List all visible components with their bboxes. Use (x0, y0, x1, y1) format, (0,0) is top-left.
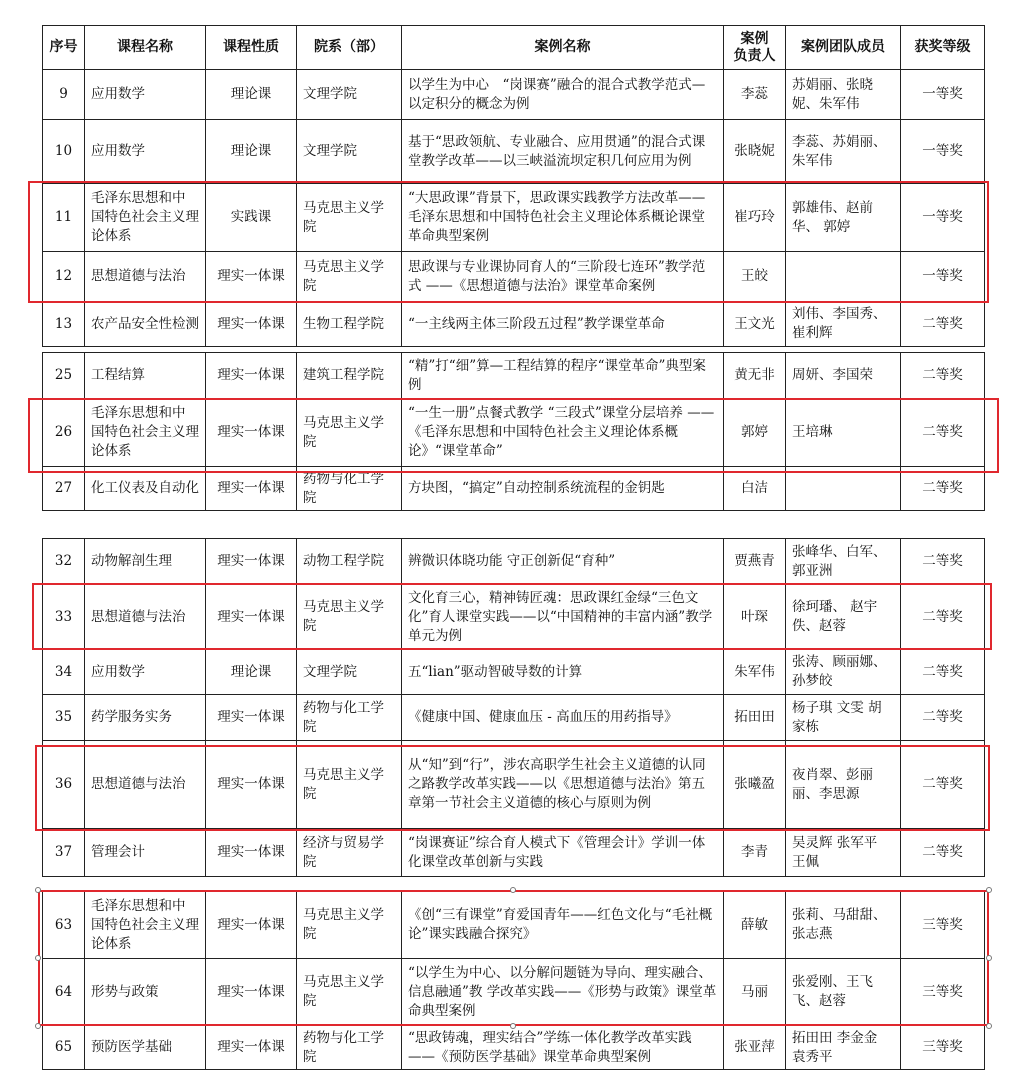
cell-serial: 37 (43, 829, 85, 877)
cell-case-lead: 拓田田 (724, 695, 786, 741)
cell-team-members (786, 467, 901, 511)
cell-serial: 63 (43, 892, 85, 959)
cell-team-members: 拓田田 李金金 袁秀平 (786, 1026, 901, 1070)
cell-case-name: 从“知”到“行”，涉农高职学生社会主义道德的认同之路教学改革实践——以《思想道德与法治》第五章第一节社会主义道德的核心与原则为例 (402, 741, 724, 829)
resize-handle-bottom-right[interactable] (986, 1023, 992, 1029)
cell-team-members: 周妍、李国荣 (786, 353, 901, 399)
cell-case-name: 基于“思政领航、专业融合、应用贯通”的混合式课堂教学改革——以三峡溢流坝定积几何应用为例 (402, 120, 724, 184)
cell-course-name: 形势与政策 (85, 959, 206, 1026)
cell-serial: 26 (43, 399, 85, 467)
table-row (43, 1026, 985, 1070)
cell-department: 马克思主义学院 (297, 585, 402, 650)
cell-department: 马克思主义学院 (297, 399, 402, 467)
table-row (43, 353, 985, 399)
cell-course-name: 动物解剖生理 (85, 539, 206, 585)
cell-case-lead: 崔巧玲 (724, 184, 786, 252)
cell-department: 动物工程学院 (297, 539, 402, 585)
table-row (43, 467, 985, 511)
cell-case-name: “大思政课”背景下，思政课实践教学方法改革——毛泽东思想和中国特色社会主义理论体系概论课堂革命典型案例 (402, 184, 724, 252)
cell-case-name: “岗课赛证”综合育人模式下《管理会计》学训一体化课堂改革创新与实践 (402, 829, 724, 877)
resize-handle-bottom-middle[interactable] (510, 1023, 516, 1029)
resize-handle-top-middle[interactable] (510, 887, 516, 893)
award-table-block-3 (42, 538, 985, 877)
cell-case-name: “以学生为中心、以分解问题链为导向、理实融合、信息融通”教 学改革实践——《形势与政策》课堂革命典型案例 (402, 959, 724, 1026)
award-table-block-2 (42, 352, 985, 511)
cell-course-type: 理实一体课 (206, 741, 297, 829)
cell-serial: 36 (43, 741, 85, 829)
cell-award-level: 二等奖 (901, 353, 985, 399)
cell-course-name: 管理会计 (85, 829, 206, 877)
cell-case-lead: 黄无非 (724, 353, 786, 399)
cell-course-type: 理实一体课 (206, 695, 297, 741)
cell-award-level: 一等奖 (901, 184, 985, 252)
cell-course-name: 化工仪表及自动化 (85, 467, 206, 511)
cell-course-name: 毛泽东思想和中 国特色社会主义理 论体系 (85, 184, 206, 252)
cell-team-members: 李蕊、苏娟丽、朱军伟 (786, 120, 901, 184)
cell-award-level: 二等奖 (901, 741, 985, 829)
cell-case-lead: 朱军伟 (724, 650, 786, 695)
table-row (43, 892, 985, 959)
cell-course-name: 应用数学 (85, 70, 206, 120)
cell-award-level: 二等奖 (901, 695, 985, 741)
cell-course-type: 理实一体课 (206, 959, 297, 1026)
cell-case-lead: 张亚萍 (724, 1026, 786, 1070)
cell-award-level: 三等奖 (901, 959, 985, 1026)
table-row (43, 741, 985, 829)
header-course-type: 课程性质 (206, 26, 297, 70)
cell-course-type: 理实一体课 (206, 585, 297, 650)
cell-award-level: 二等奖 (901, 302, 985, 347)
cell-case-name: 文化育三心，精神铸匠魂：思政课红金绿“三色文化”育人课堂实践——以“中国精神的丰富内涵”教学单元为例 (402, 585, 724, 650)
table-row (43, 650, 985, 695)
cell-award-level: 二等奖 (901, 399, 985, 467)
cell-department: 文理学院 (297, 650, 402, 695)
header-award-level: 获奖等级 (901, 26, 985, 70)
cell-case-name: “思政铸魂，理实结合”学练一体化教学改革实践 ——《预防医学基础》课堂革命典型案例 (402, 1026, 724, 1070)
resize-handle-top-right[interactable] (986, 887, 992, 893)
cell-department: 建筑工程学院 (297, 353, 402, 399)
cell-case-name: “精”打“细”算—工程结算的程序“课堂革命”典型案例 (402, 353, 724, 399)
cell-team-members: 张爱刚、王飞飞、赵蓉 (786, 959, 901, 1026)
cell-case-lead: 马丽 (724, 959, 786, 1026)
table-row (43, 585, 985, 650)
cell-course-name: 毛泽东思想和中 国特色社会主义理 论体系 (85, 399, 206, 467)
cell-case-name: “一生一册”点餐式教学 “三段式”课堂分层培养 ——《毛泽东思想和中国特色社会主义理论体系概论》“课堂革命” (402, 399, 724, 467)
cell-course-type: 理实一体课 (206, 1026, 297, 1070)
cell-serial: 25 (43, 353, 85, 399)
cell-serial: 32 (43, 539, 85, 585)
cell-case-lead: 李青 (724, 829, 786, 877)
table-row (43, 399, 985, 467)
cell-serial: 12 (43, 252, 85, 302)
resize-handle-bottom-left[interactable] (35, 1023, 41, 1029)
cell-award-level: 二等奖 (901, 467, 985, 511)
header-course-name: 课程名称 (85, 26, 206, 70)
cell-course-type: 理实一体课 (206, 829, 297, 877)
cell-team-members: 张涛、顾丽娜、孙梦皎 (786, 650, 901, 695)
cell-team-members (786, 252, 901, 302)
cell-award-level: 二等奖 (901, 585, 985, 650)
cell-case-name: 方块图，“搞定”自动控制系统流程的金钥匙 (402, 467, 724, 511)
cell-course-name: 预防医学基础 (85, 1026, 206, 1070)
cell-department: 经济与贸易学院 (297, 829, 402, 877)
table-row (43, 184, 985, 252)
table-row (43, 252, 985, 302)
cell-course-name: 应用数学 (85, 120, 206, 184)
cell-department: 马克思主义学院 (297, 892, 402, 959)
cell-serial: 65 (43, 1026, 85, 1070)
cell-department: 药物与化工学院 (297, 467, 402, 511)
cell-case-lead: 白洁 (724, 467, 786, 511)
table-row (43, 539, 985, 585)
cell-course-name: 工程结算 (85, 353, 206, 399)
cell-serial: 9 (43, 70, 85, 120)
cell-course-type: 理实一体课 (206, 252, 297, 302)
cell-team-members: 刘伟、李国秀、崔利辉 (786, 302, 901, 347)
cell-serial: 35 (43, 695, 85, 741)
award-table-block-4 (42, 891, 985, 1070)
cell-course-type: 理实一体课 (206, 467, 297, 511)
cell-case-lead: 王皎 (724, 252, 786, 302)
cell-serial: 11 (43, 184, 85, 252)
cell-case-lead: 叶琛 (724, 585, 786, 650)
cell-course-type: 理实一体课 (206, 353, 297, 399)
award-table-block-1 (42, 25, 985, 347)
cell-case-name: “一主线两主体三阶段五过程”教学课堂革命 (402, 302, 724, 347)
cell-case-name: 辨微识体晓功能 守正创新促“育种” (402, 539, 724, 585)
cell-team-members: 徐珂璠、 赵宇佚、赵蓉 (786, 585, 901, 650)
cell-course-name: 应用数学 (85, 650, 206, 695)
cell-serial: 13 (43, 302, 85, 347)
cell-award-level: 二等奖 (901, 539, 985, 585)
cell-case-lead: 郭婷 (724, 399, 786, 467)
cell-department: 马克思主义学院 (297, 741, 402, 829)
cell-case-lead: 李蕊 (724, 70, 786, 120)
cell-award-level: 二等奖 (901, 650, 985, 695)
cell-department: 文理学院 (297, 70, 402, 120)
cell-course-name: 思想道德与法治 (85, 252, 206, 302)
cell-department: 马克思主义学院 (297, 959, 402, 1026)
cell-course-type: 理论课 (206, 70, 297, 120)
cell-case-lead: 薛敏 (724, 892, 786, 959)
cell-case-lead: 张曦盈 (724, 741, 786, 829)
cell-course-name: 药学服务实务 (85, 695, 206, 741)
cell-course-type: 理实一体课 (206, 539, 297, 585)
cell-serial: 34 (43, 650, 85, 695)
cell-team-members: 杨子琪 文雯 胡家栋 (786, 695, 901, 741)
cell-team-members: 吴灵辉 张军平 王佩 (786, 829, 901, 877)
table-header-row (43, 26, 985, 70)
cell-course-name: 毛泽东思想和中 国特色社会主义理 论体系 (85, 892, 206, 959)
table-row (43, 695, 985, 741)
cell-serial: 27 (43, 467, 85, 511)
cell-course-type: 理论课 (206, 650, 297, 695)
cell-serial: 10 (43, 120, 85, 184)
header-case-name: 案例名称 (402, 26, 724, 70)
cell-course-type: 理实一体课 (206, 892, 297, 959)
cell-team-members: 夜肖翠、彭丽丽、李思源 (786, 741, 901, 829)
cell-course-name: 农产品安全性检测 (85, 302, 206, 347)
cell-course-type: 理实一体课 (206, 302, 297, 347)
header-case-lead: 案例 负责人 (724, 26, 786, 70)
table-row (43, 302, 985, 347)
cell-department: 文理学院 (297, 120, 402, 184)
cell-award-level: 三等奖 (901, 892, 985, 959)
cell-course-name: 思想道德与法治 (85, 741, 206, 829)
cell-team-members: 张莉、马甜甜、张志燕 (786, 892, 901, 959)
header-department: 院系（部） (297, 26, 402, 70)
cell-award-level: 一等奖 (901, 120, 985, 184)
resize-handle-middle-left[interactable] (35, 955, 41, 961)
cell-department: 药物与化工学院 (297, 695, 402, 741)
cell-department: 马克思主义学院 (297, 252, 402, 302)
cell-award-level: 二等奖 (901, 829, 985, 877)
cell-department: 马克思主义学院 (297, 184, 402, 252)
header-serial: 序号 (43, 26, 85, 70)
cell-award-level: 一等奖 (901, 252, 985, 302)
cell-case-name: 五“lian”驱动智破导数的计算 (402, 650, 724, 695)
cell-team-members: 张峰华、白军、郭亚洲 (786, 539, 901, 585)
cell-team-members: 苏娟丽、张晓妮、朱军伟 (786, 70, 901, 120)
cell-team-members: 王培琳 (786, 399, 901, 467)
cell-case-name: 思政课与专业课协同育人的“三阶段七连环”教学范式 ——《思想道德与法治》课堂革命案例 (402, 252, 724, 302)
cell-department: 药物与化工学院 (297, 1026, 402, 1070)
cell-case-lead: 贾燕青 (724, 539, 786, 585)
cell-serial: 33 (43, 585, 85, 650)
cell-course-type: 理实一体课 (206, 399, 297, 467)
resize-handle-top-left[interactable] (35, 887, 41, 893)
cell-award-level: 三等奖 (901, 1026, 985, 1070)
cell-award-level: 一等奖 (901, 70, 985, 120)
table-row (43, 959, 985, 1026)
cell-case-name: 《创“三有课堂”育爱国青年——红色文化与“毛社概论”课实践融合探究》 (402, 892, 724, 959)
cell-case-lead: 张晓妮 (724, 120, 786, 184)
cell-course-name: 思想道德与法治 (85, 585, 206, 650)
cell-serial: 64 (43, 959, 85, 1026)
cell-case-name: 以学生为中心 “岗课赛”融合的混合式教学范式—以定积分的概念为例 (402, 70, 724, 120)
table-row (43, 70, 985, 120)
cell-team-members: 郭雄伟、赵前华、 郭婷 (786, 184, 901, 252)
resize-handle-middle-right[interactable] (986, 955, 992, 961)
header-team-members: 案例团队成员 (786, 26, 901, 70)
cell-case-name: 《健康中国、健康血压 - 高血压的用药指导》 (402, 695, 724, 741)
cell-case-lead: 王文光 (724, 302, 786, 347)
table-row (43, 829, 985, 877)
cell-department: 生物工程学院 (297, 302, 402, 347)
cell-course-type: 实践课 (206, 184, 297, 252)
cell-course-type: 理论课 (206, 120, 297, 184)
table-row (43, 120, 985, 184)
